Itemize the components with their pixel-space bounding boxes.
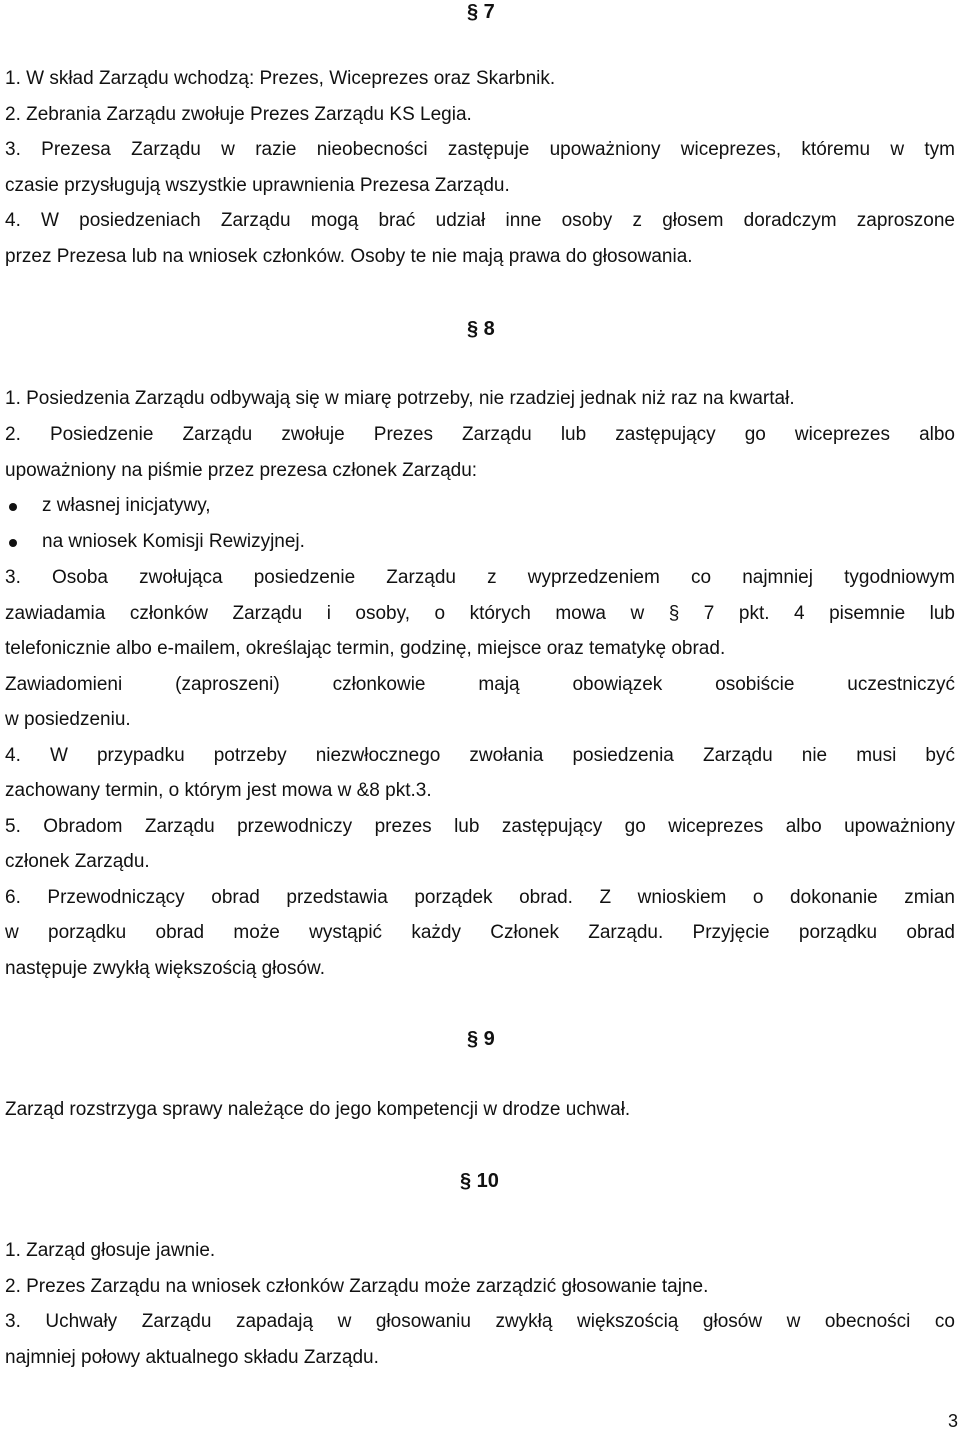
bullet-text: na wniosek Komisji Rewizyjnej. [42,531,305,552]
s7-line-2: 2. Zebrania Zarządu zwołuje Prezes Zarządu KS Legia. [5,104,472,125]
s8-line-10: zachowany termin, o którym jest mowa w &8 pkt.3. [5,780,432,801]
section-heading-9: § 9 [467,1028,495,1050]
s7-line-6: przez Prezesa lub na wniosek członków. Osoby te nie mają prawa do głosowania. [5,246,693,267]
s10-line-2: 2. Prezes Zarządu na wniosek członków Zarządu może zarządzić głosowanie tajne. [5,1276,709,1297]
s8-line-4: 3. Osoba zwołująca posiedzenie Zarządu z wyprzedzeniem co najmniej tygodniowym [5,567,955,588]
s7-line-5: 4. W posiedzeniach Zarządu mogą brać udział inne osoby z głosem doradczym zaproszone [5,210,955,231]
bullet-dot-icon [9,503,17,511]
s8-line-13: 6. Przewodniczący obrad przedstawia porządek obrad. Z wnioskiem o dokonanie zmian [5,887,955,908]
s8-line-11: 5. Obradom Zarządu przewodniczy prezes lub zastępujący go wiceprezes albo upoważniony [5,816,955,837]
section-heading-10: § 10 [460,1170,499,1192]
s8-line-14: w porządku obrad może wystąpić każdy Członek Zarządu. Przyjęcie porządku obrad [5,922,955,943]
s8-line-5: zawiadamia członków Zarządu i osoby, o których mowa w § 7 pkt. 4 pisemnie lub [5,603,955,624]
s8-line-12: członek Zarządu. [5,851,150,872]
s10-line-1: 1. Zarząd głosuje jawnie. [5,1240,216,1261]
s7-line-3: 3. Prezesa Zarządu w razie nieobecności zastępuje upoważniony wiceprezes, któremu w tym [5,139,955,160]
s9-line-1: Zarząd rozstrzyga sprawy należące do jego kompetencji w drodze uchwał. [5,1099,631,1120]
page-number: 3 [947,1411,958,1431]
s10-line-4: najmniej połowy aktualnego składu Zarządu. [5,1347,379,1368]
document-page [5,0,955,1432]
s8-line-15: następuje zwykłą większością głosów. [5,958,325,979]
s8-line-9: 4. W przypadku potrzeby niezwłocznego zwołania posiedzenia Zarządu nie musi być [5,745,955,766]
section-heading-8: § 8 [467,318,495,340]
s10-line-3: 3. Uchwały Zarządu zapadają w głosowaniu zwykłą większością głosów w obecności co [5,1311,955,1332]
s8-line-2: 2. Posiedzenie Zarządu zwołuje Prezes Zarządu lub zastępujący go wiceprezes albo [5,424,955,445]
bullet-text: z własnej inicjatywy, [42,495,211,516]
s8-line-3: upoważniony na piśmie przez prezesa członek Zarządu: [5,460,478,481]
s7-line-1: 1. W skład Zarządu wchodzą: Prezes, Wiceprezes oraz Skarbnik. [5,68,556,89]
s8-line-8: w posiedzeniu. [5,709,131,730]
section-heading-7: § 7 [467,1,495,23]
s7-line-4: czasie przysługują wszystkie uprawnienia Prezesa Zarządu. [5,175,510,196]
s8-line-6: telefonicznie albo e-mailem, określając termin, godzinę, miejsce oraz tematykę obrad. [5,638,726,659]
bullet-dot-icon [9,539,17,547]
s8-line-7: Zawiadomieni (zaproszeni) członkowie mają obowiązek osobiście uczestniczyć [5,674,955,695]
s8-line-1: 1. Posiedzenia Zarządu odbywają się w miarę potrzeby, nie rzadziej jednak niż raz na kwartał. [5,388,795,409]
